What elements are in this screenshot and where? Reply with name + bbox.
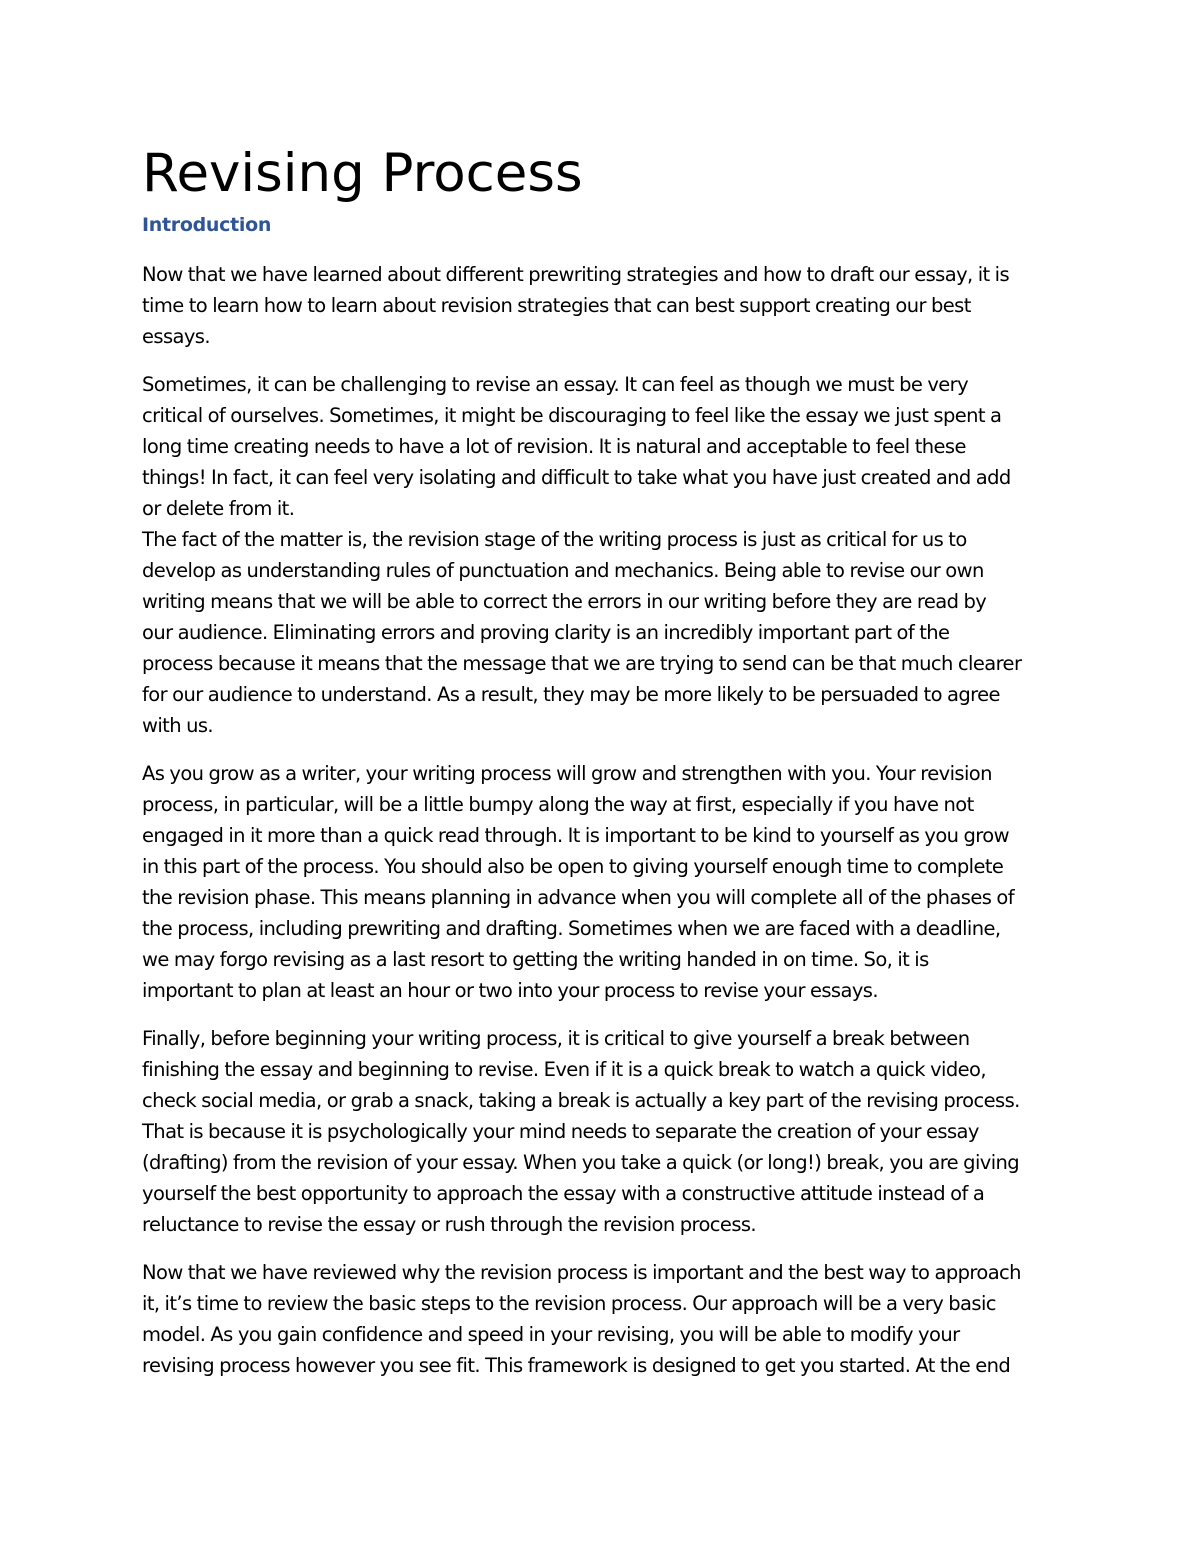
text-line: our audience. Eliminating errors and proving clarity is an incredibly important part of the (142, 621, 950, 644)
text-line: finishing the essay and beginning to revise. Even if it is a quick break to watch a quick video, (142, 1058, 986, 1081)
text-line: develop as understanding rules of punctuation and mechanics. Being able to revise our own (142, 559, 984, 582)
paragraph-6 (142, 1257, 1060, 1381)
text-line: for our audience to understand. As a result, they may be more likely to be persuaded to agree (142, 683, 1000, 706)
text-line: time to learn how to learn about revision strategies that can best support creating our best (142, 294, 971, 317)
text-line: check social media, or grab a snack, taking a break is actually a key part of the revising process. (142, 1089, 1020, 1112)
document-body (142, 136, 1060, 1398)
text-line: or delete from it. (142, 497, 295, 520)
section-heading: Introduction (142, 214, 272, 236)
text-line: the revision phase. This means planning in advance when you will complete all of the phases of (142, 886, 1014, 909)
text-line: writing means that we will be able to correct the errors in our writing before they are read by (142, 590, 987, 613)
paragraph-3 (142, 524, 1060, 741)
text-line: in this part of the process. You should also be open to giving yourself enough time to complete (142, 855, 1004, 878)
text-line: critical of ourselves. Sometimes, it might be discouraging to feel like the essay we just spent a (142, 404, 1002, 427)
text-line: Finally, before beginning your writing process, it is critical to give yourself a break between (142, 1027, 970, 1050)
text-line: yourself the best opportunity to approach the essay with a constructive attitude instead of a (142, 1182, 985, 1205)
text-line: revising process however you see fit. This framework is designed to get you started. At the end (142, 1354, 1011, 1377)
text-line: we may forgo revising as a last resort to getting the writing handed in on time. So, it is (142, 948, 929, 971)
text-line: Now that we have reviewed why the revision process is important and the best way to approach (142, 1261, 1021, 1284)
paragraph-5 (142, 1023, 1060, 1240)
paragraph-2 (142, 369, 1060, 524)
text-line: model. As you gain confidence and speed in your revising, you will be able to modify your (142, 1323, 960, 1346)
paragraph-1 (142, 259, 1060, 352)
text-line: As you grow as a writer, your writing process will grow and strengthen with you. Your revision (142, 762, 992, 785)
text-line: Now that we have learned about different prewriting strategies and how to draft our essay, it is (142, 263, 1010, 286)
text-line: the process, including prewriting and drafting. Sometimes when we are faced with a deadline, (142, 917, 1001, 940)
text-line: (drafting) from the revision of your essay. When you take a quick (or long!) break, you are giving (142, 1151, 1020, 1174)
text-line: long time creating needs to have a lot of revision. It is natural and acceptable to feel these (142, 435, 966, 458)
text-line: essays. (142, 325, 210, 348)
text-line: process because it means that the message that we are trying to send can be that much clearer (142, 652, 1022, 675)
text-line: engaged in it more than a quick read through. It is important to be kind to yourself as you grow (142, 824, 1009, 847)
text-line: it, it’s time to review the basic steps to the revision process. Our approach will be a very basic (142, 1292, 996, 1315)
text-line: process, in particular, will be a little bumpy along the way at first, especially if you have not (142, 793, 974, 816)
text-line: That is because it is psychologically your mind needs to separate the creation of your essay (142, 1120, 979, 1143)
page-title: Revising Process (142, 143, 583, 204)
text-line: things! In fact, it can feel very isolating and difficult to take what you have just created and add (142, 466, 1011, 489)
text-line: Sometimes, it can be challenging to revise an essay. It can feel as though we must be very (142, 373, 969, 396)
text-line: reluctance to revise the essay or rush through the revision process. (142, 1213, 757, 1236)
paragraph-4 (142, 758, 1060, 1006)
text-line: The fact of the matter is, the revision stage of the writing process is just as critical for us to (142, 528, 967, 551)
text-line: important to plan at least an hour or two into your process to revise your essays. (142, 979, 878, 1002)
text-line: with us. (142, 714, 213, 737)
